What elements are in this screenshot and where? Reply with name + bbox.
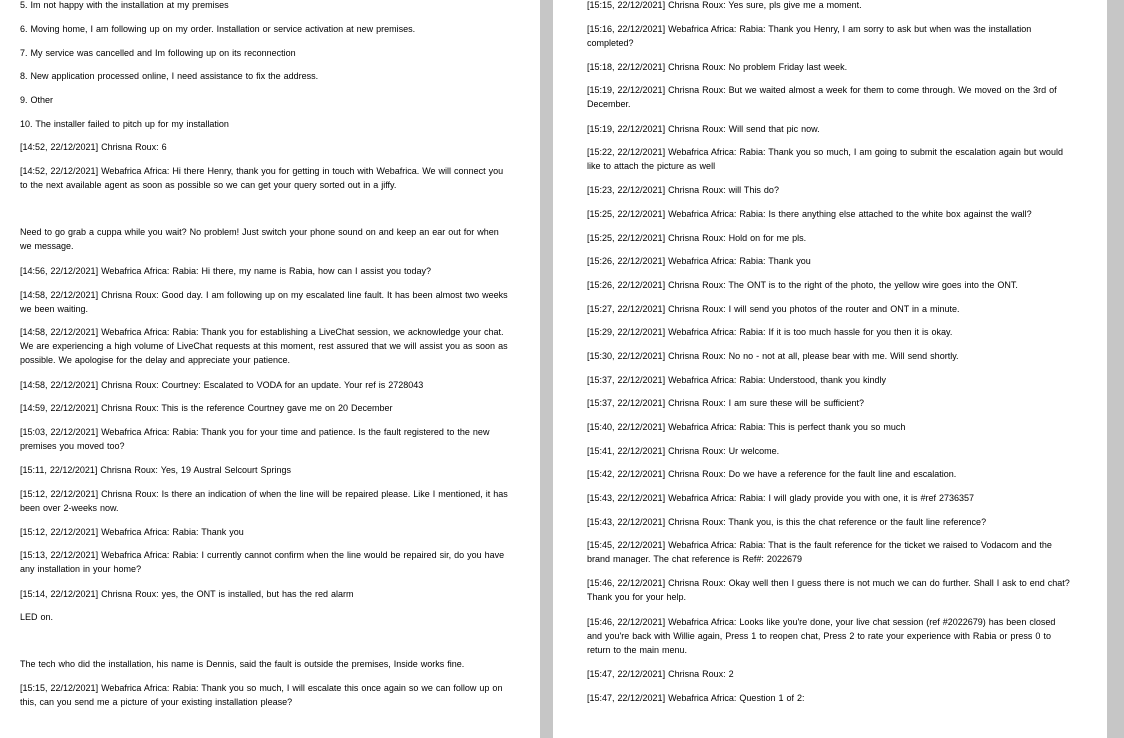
paragraph: [15:12, 22/12/2021] Webafrica Africa: Rabia: Thank you <box>20 527 244 537</box>
paragraph: [15:23, 22/12/2021] Chrisna Roux: will This do? <box>587 185 779 195</box>
document-page-left <box>0 0 540 738</box>
paragraph: [15:26, 22/12/2021] Webafrica Africa: Rabia: Thank you <box>587 256 811 266</box>
paragraph: [15:19, 22/12/2021] Chrisna Roux: But we waited almost a week for them to come through. We moved on the 3rd of December. <box>587 85 1057 109</box>
paragraph: [15:46, 22/12/2021] Webafrica Africa: Looks like you're done, your live chat session (ref #2022679) has been closed and you're back with Willie again, Press 1 to reopen chat, Press 2 to rate your experience with Rabia or press 0 to return to the main menu. <box>587 617 1056 655</box>
page-gap <box>1107 0 1124 738</box>
paragraph: [15:14, 22/12/2021] Chrisna Roux: yes, the ONT is installed, but has the red alarm <box>20 589 354 599</box>
paragraph: [14:58, 22/12/2021] Webafrica Africa: Rabia: Thank you for establishing a LiveChat session, we acknowledge your chat. We are experiencing a high volume of LiveChat requests at this moment, rest assured that we will assist you as soon as possible. We apologise for the delay and appreciate your patience. <box>20 327 508 365</box>
paragraph: [15:16, 22/12/2021] Webafrica Africa: Rabia: Thank you Henry, I am sorry to ask but when was the installation completed? <box>587 24 1032 48</box>
paragraph: [15:25, 22/12/2021] Chrisna Roux: Hold on for me pls. <box>587 233 807 243</box>
page-gap <box>540 0 553 738</box>
paragraph: [15:47, 22/12/2021] Webafrica Africa: Question 1 of 2: <box>587 693 805 703</box>
paragraph: [15:13, 22/12/2021] Webafrica Africa: Rabia: I currently cannot confirm when the line would be repaired sir, do you have any installation in your home? <box>20 550 505 574</box>
paragraph: 8. New application processed online, I need assistance to fix the address. <box>20 71 319 81</box>
paragraph: [15:30, 22/12/2021] Chrisna Roux: No no - not at all, please bear with me. Will send shortly. <box>587 351 959 361</box>
paragraph: [14:59, 22/12/2021] Chrisna Roux: This is the reference Courtney gave me on 20 December <box>20 403 393 413</box>
paragraph: [15:15, 22/12/2021] Chrisna Roux: Yes sure, pls give me a moment. <box>587 0 862 10</box>
paragraph: [15:43, 22/12/2021] Chrisna Roux: Thank you, is this the chat reference or the fault line reference? <box>587 517 987 527</box>
paragraph: [15:40, 22/12/2021] Webafrica Africa: Rabia: This is perfect thank you so much <box>587 422 906 432</box>
paragraph: LED on. <box>20 612 54 622</box>
paragraph: [15:42, 22/12/2021] Chrisna Roux: Do we have a reference for the fault line and escalation. <box>587 469 957 479</box>
paragraph: [15:37, 22/12/2021] Chrisna Roux: I am sure these will be sufficient? <box>587 398 864 408</box>
paragraph: [15:25, 22/12/2021] Webafrica Africa: Rabia: Is there anything else attached to the white box against the wall? <box>587 209 1032 219</box>
paragraph: [15:45, 22/12/2021] Webafrica Africa: Rabia: That is the fault reference for the ticket we raised to Vodacom and the brand manager. The chat reference is Ref#: 2022679 <box>587 540 1052 564</box>
paragraph: 6. Moving home, I am following up on my order. Installation or service activation at new premises. <box>20 24 416 34</box>
paragraph: [15:22, 22/12/2021] Webafrica Africa: Rabia: Thank you so much, I am going to submit the escalation again but would like to attach the picture as well <box>587 147 1063 171</box>
paragraph: [15:47, 22/12/2021] Chrisna Roux: 2 <box>587 669 734 679</box>
paragraph: [15:15, 22/12/2021] Webafrica Africa: Rabia: Thank you so much, I will escalate this once again so we can follow up on this, can you send me a picture of your existing installation please? <box>20 683 503 707</box>
paragraph: [15:27, 22/12/2021] Chrisna Roux: I will send you photos of the router and ONT in a minute. <box>587 304 960 314</box>
paragraph: [15:26, 22/12/2021] Chrisna Roux: The ONT is to the right of the photo, the yellow wire goes into the ONT. <box>587 280 1018 290</box>
paragraph: Need to go grab a cuppa while you wait? No problem! Just switch your phone sound on and keep an ear out for when we message. <box>20 227 499 251</box>
paragraph: [15:12, 22/12/2021] Chrisna Roux: Is there an indication of when the line will be repaired please. Like I mentioned, it has been over 2-weeks now. <box>20 489 508 513</box>
paragraph: [15:03, 22/12/2021] Webafrica Africa: Rabia: Thank you for your time and patience. Is the fault registered to the new premises you moved too? <box>20 427 490 451</box>
paragraph: [15:46, 22/12/2021] Chrisna Roux: Okay well then I guess there is not much we can do further. Shall I ask to end chat? Thank you for your help. <box>587 578 1070 602</box>
document-page-right <box>553 0 1107 738</box>
paragraph: [15:43, 22/12/2021] Webafrica Africa: Rabia: I will glady provide you with one, it is #ref 2736357 <box>587 493 975 503</box>
paragraph: [15:37, 22/12/2021] Webafrica Africa: Rabia: Understood, thank you kindly <box>587 375 887 385</box>
paragraph: [14:58, 22/12/2021] Chrisna Roux: Courtney: Escalated to VODA for an update. Your ref is 2728043 <box>20 380 424 390</box>
paragraph: The tech who did the installation, his name is Dennis, said the fault is outside the premises, Inside works fine. <box>20 659 465 669</box>
paragraph: 7. My service was cancelled and Im following up on its reconnection <box>20 48 296 58</box>
paragraph: [15:41, 22/12/2021] Chrisna Roux: Ur welcome. <box>587 446 780 456</box>
paragraph: [15:18, 22/12/2021] Chrisna Roux: No problem Friday last week. <box>587 62 848 72</box>
paragraph: [15:29, 22/12/2021] Webafrica Africa: Rabia: If it is too much hassle for you then it is okay. <box>587 327 953 337</box>
paragraph: [14:52, 22/12/2021] Webafrica Africa: Hi there Henry, thank you for getting in touch with Webafrica. We will connect you to the next available agent as soon as possible so we can get your query sorted out in a jiffy. <box>20 166 504 190</box>
paragraph: 5. Im not happy with the installation at my premises <box>20 0 229 10</box>
paragraph: [14:58, 22/12/2021] Chrisna Roux: Good day. I am following up on my escalated line fault. It has been almost two weeks we been waiting. <box>20 290 508 314</box>
paragraph: 10. The installer failed to pitch up for my installation <box>20 119 229 129</box>
paragraph: [15:11, 22/12/2021] Chrisna Roux: Yes, 19 Austral Selcourt Springs <box>20 465 292 475</box>
paragraph: [14:56, 22/12/2021] Webafrica Africa: Rabia: Hi there, my name is Rabia, how can I assist you today? <box>20 266 432 276</box>
paragraph: 9. Other <box>20 95 54 105</box>
paragraph: [14:52, 22/12/2021] Chrisna Roux: 6 <box>20 142 167 152</box>
paragraph: [15:19, 22/12/2021] Chrisna Roux: Will send that pic now. <box>587 124 820 134</box>
